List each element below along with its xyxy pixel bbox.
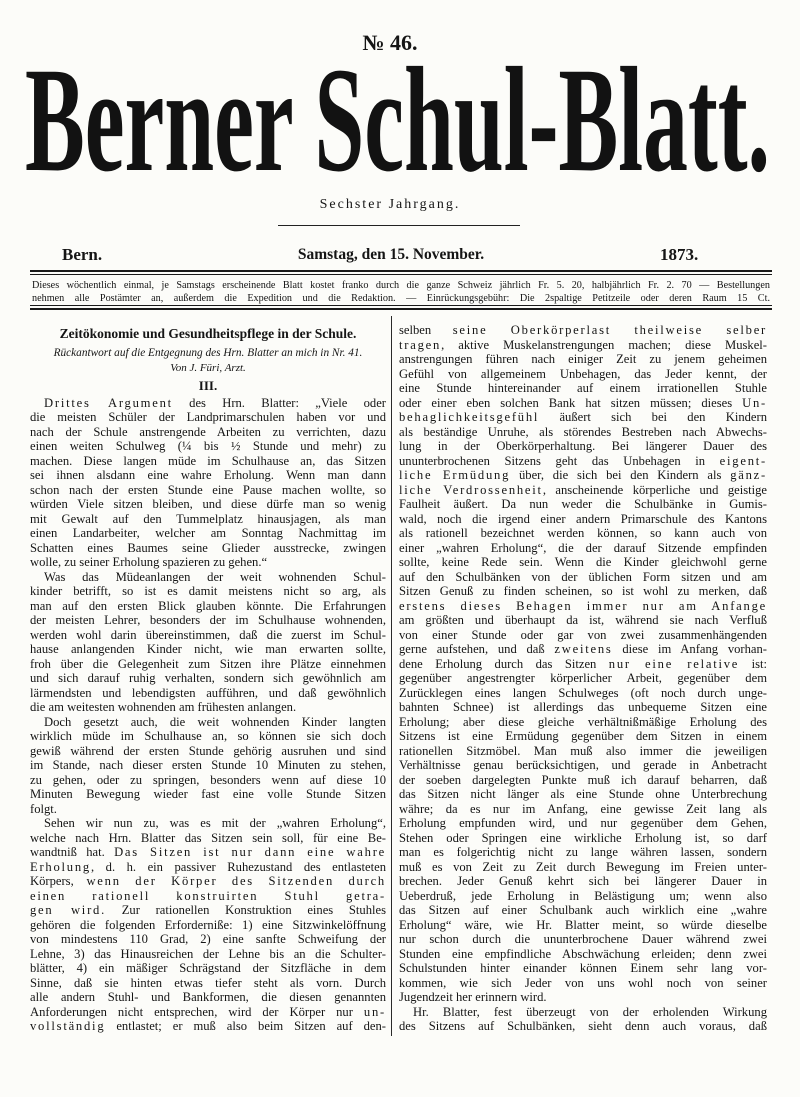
text-line: Stunden eine empfindliche Abschwächung erleiden; denn zwei <box>399 946 767 961</box>
text-line: der meisten Lehrer, besonders der im Schulhause wohnenden, <box>30 613 386 627</box>
short-rule <box>278 225 520 226</box>
emphasized-text: gen wird. <box>30 903 106 917</box>
text-line: als beständige Unruhe, als störendes Bestreben nach Abwechs- <box>399 424 767 439</box>
article-paragraph <box>399 323 767 1005</box>
text-line: wolle, zu seiner Erholung spazieren zu gehen.“ <box>30 555 268 569</box>
text-line: Schulstunden hinter einander können Einem sehr lang vor- <box>399 961 767 975</box>
text-line: machen. Diese langen müde im Schulhause an, das Sitzen <box>30 453 386 468</box>
text-line: nach der Schule anstrengende Arbeiten zu verrichten, dazu <box>30 424 386 439</box>
emphasized-text: Erholung <box>30 859 91 874</box>
volume-label: Sechster Jahrgang. <box>319 197 461 212</box>
text-line: lärmendsten und lebendigsten aufführen, und daß gewöhnlich <box>30 685 386 700</box>
text-line: wandtniß hat. Das Sitzen ist nur dann eine wahre <box>30 845 386 859</box>
text-line: das Sitzen auf einer Schulbank auch wirklich eine „wahre <box>399 903 767 917</box>
article-paragraph <box>30 715 386 817</box>
text-line: zu gehen, oder zu springen, besonders wenn auf diese 10 <box>30 772 386 787</box>
text-line: kinder betrifft, so ist es damit meistens nicht so arg, als <box>30 584 386 598</box>
header-rule-top-thin <box>30 274 772 275</box>
text-line: Schatten eines Baumes seine Glieder ausstrecke, zwingen <box>30 540 386 555</box>
text-line: vollständig entlastet; er muß also beim Sitzen auf den- <box>30 1019 386 1033</box>
text-line: sollte, keine Rede sein. Wenn die Kinder gleichwohl gerne <box>399 555 767 569</box>
emphasized-text: behaglichkeitsgefühl <box>399 410 540 424</box>
emphasized-text: Un- <box>742 395 767 410</box>
text-line: Erholung, d. h. ein passiver Ruhezustand des entlasteten <box>30 859 386 874</box>
article-paragraph <box>399 1005 767 1034</box>
text-line: Verhältnisse genau berücksichtigen, und gerade in Anbetracht <box>399 758 767 772</box>
text-line: Körpers, wenn der Körper des Sitzenden durch <box>30 874 386 888</box>
dateline-year: 1873. <box>660 245 699 264</box>
left-column <box>30 323 386 1038</box>
text-line: bahnten Schnee) ist allerdings das unbequeme Sitzen eine <box>399 700 767 714</box>
text-line: gerne aufstehen, und daß zweitens diese im Anfang vorhan- <box>399 642 767 656</box>
text-line: hause anlangenden Kinder nicht, wie man erwarten sollte, <box>30 642 386 656</box>
text-line: und sich darauf ruhig verhalten, sondern sich gewöhnlich am <box>30 671 386 685</box>
emphasized-text: vollständig <box>30 1019 106 1033</box>
text-line: des Sitzens auf Schulbänken, sieht denn auch voraus, daß <box>399 1019 767 1033</box>
text-line: Erholung empfunden wird, und nur gegenüber dem Gehen, <box>399 816 767 830</box>
text-line: mit Gewalt auf den Tummelplatz hinausjagen, als man <box>30 511 386 526</box>
text-line: am größten und überhaupt da ist, während sie nach Verfluß <box>399 613 767 627</box>
text-line: liche Ermüdung über, die sich bei den Kindern als gänz- <box>399 468 767 482</box>
text-line: man es folgerichtig nicht zu lange währen lassen, sondern <box>399 845 767 859</box>
text-line: Gefühl von allgemeinem Unbehagen, das Jeder kennt, der <box>399 366 767 381</box>
article-paragraph <box>30 570 386 715</box>
emphasized-text: Das Sitzen ist nur dann eine wahre <box>114 845 386 859</box>
issue-number: № 46. <box>362 30 418 55</box>
text-line: welche nach Hrn. Blatter das Sitzen sein soll, für eine Be- <box>30 830 386 845</box>
article-section-number: III. <box>198 378 218 393</box>
text-line: Sehen wir nun zu, was es mit der „wahren Erholung“, <box>44 816 386 830</box>
text-line: wirklich müde im Schulhause an, so können sie sich doch <box>30 729 386 743</box>
dateline <box>0 244 800 266</box>
emphasized-text: eigent- <box>719 453 767 468</box>
text-line: als rationell bezeichnet werden können, so kann auch von <box>399 526 767 540</box>
text-line: anstrengungen führen nach einiger Zeit zu jenem geheimen <box>399 352 767 366</box>
text-line: von einer Stunde oder gar von zwei zusammenhängenden <box>399 627 767 642</box>
text-line: sei ihnen alsdann eine wahre Erholung. Wenn man dann <box>30 468 386 482</box>
left-column-text <box>30 396 386 1034</box>
text-line: oder einer eben solchen Bank hat sitzen müssen; dieses Un- <box>399 395 767 410</box>
text-line: muß es von Zeit zu Zeit durch Bewegung im Freien unter- <box>399 859 767 874</box>
emphasized-text: nur eine relative <box>608 656 740 671</box>
text-line: die am weitesten wohnenden am frühesten anlangen. <box>30 700 297 714</box>
text-line: einen weiten Schulweg (¼ bis ½ Stunde und mehr) zu <box>30 439 386 453</box>
header-rule-bottom <box>30 308 772 310</box>
text-line: Stehen oder Springen eine wirkliche Erholung ist, so darf <box>399 830 767 845</box>
article-author: Von J. Füri, Arzt. <box>170 362 246 374</box>
header-rule-bottom-thin <box>30 305 772 306</box>
emphasized-text: Drittes Argument <box>44 395 173 410</box>
emphasized-text: un- <box>363 1004 386 1019</box>
text-line: froh über die Gelegenheit zum Sitzen ihre Plätze einnehmen <box>30 656 386 671</box>
text-line: Anforderungen nicht entsprechen, wird der Körper nur un- <box>30 1004 386 1019</box>
text-line: im Stande, nach dieser ersten Stunde 10 Minuten zu stehen, <box>30 758 386 772</box>
text-line: gewiß während der ersten Stunde gehörig ausruhen und sind <box>30 743 386 758</box>
text-line: nur schon durch die ununterbrochene Dauer während zwei <box>399 932 767 946</box>
emphasized-text: liche Verdrossenheit <box>399 482 543 497</box>
column-divider <box>391 316 392 1036</box>
masthead <box>0 60 800 195</box>
text-line: gehören die folgenden Erforderniße: 1) eine Sitzwinkelöffnung <box>30 917 386 932</box>
text-line: auf den Schulbänken von der üblichen Form sitzen und am <box>399 569 767 584</box>
article-paragraph <box>30 396 386 570</box>
text-line: liche Verdrossenheit, anscheinende körperliche und geistige <box>399 482 767 497</box>
text-line: behaglichkeitsgefühl äußert sich bei den Kindern <box>399 410 767 424</box>
emphasized-text: einen rationell konstruirten Stuhl getra- <box>30 888 386 903</box>
text-line: lung in der Oberkörperhaltung. Bei längerer Dauer des <box>399 439 767 453</box>
text-line: werden wohl darin übereinstimmen, daß die zuerst im Schul- <box>30 627 386 642</box>
text-line: die meisten Schüler der Landprimarschulen haben vor und <box>30 410 386 424</box>
text-line: Doch gesetzt auch, die weit wohnenden Kinder langten <box>44 714 386 729</box>
article-subtitle: Rückantwort auf die Entgegnung des Hrn. Blatter an mich in Nr. 41. <box>53 347 363 359</box>
emphasized-text: seine Oberkörperlast theilweise selber <box>452 323 767 337</box>
emphasized-text: liche Ermüdung <box>399 468 511 482</box>
text-line: Sinne, daß sie hinten etwas tiefer steht als vorn. Durch <box>30 975 386 990</box>
text-line: Ueberdruß, jede Erholung in Belästigung um; wenn also <box>399 888 767 903</box>
text-line: alle andern Stuhl- und Bankformen, die diesen genannten <box>30 990 386 1004</box>
text-line: Lehne, 3) das Hinausreichen der Lehne bis an die Schulter- <box>30 946 386 961</box>
right-column-text <box>399 323 767 1034</box>
text-line: Zurücklegen eines langen Schulweges (oft noch durch unge- <box>399 685 767 700</box>
text-line: wald, noch die irgend einer andern Primarschule des Kantons <box>399 511 767 526</box>
text-line: gen wird. Zur rationellen Konstruktion eines Stuhles <box>30 903 386 917</box>
text-line: kommen, wie sich Jeder von uns wohl noch von seiner <box>399 975 767 990</box>
text-line: das Sitzen nicht länger als eine Stunde ohne Unterbrechung <box>399 787 767 801</box>
text-line: von mindestens 110 Grad, 2) eine sanfte Schweifung der <box>30 932 386 946</box>
text-line: einer „wahren Erholung“, die der darauf Sitzende empfinden <box>399 540 767 555</box>
text-line: blätter, 4) ein mäßiger Schrägstand der Sitzfläche in dem <box>30 961 386 975</box>
text-line: selben seine Oberkörperlast theilweise selber <box>399 323 767 337</box>
text-line: tragen, aktive Muskelanstrengungen machen; diese Muskel- <box>399 337 767 352</box>
emphasized-text: gänz- <box>730 468 767 482</box>
text-line: einen Landarbeiter, welcher am Sonntag Nachmittag im <box>30 526 386 540</box>
text-line: dene Erholung durch das Sitzen nur eine relative ist: <box>399 656 767 671</box>
subscription-notice-line: nehmen alle Postämter an, außerdem die Expedition und die Redaktion. — Einrückungsgebühr: Die 2spaltige Petitzeile oder deren Raum 15 Ct. <box>32 293 770 304</box>
text-line: Hr. Blatter, fest überzeugt von der erholenden Wirkung <box>413 1004 767 1019</box>
emphasized-text: tragen <box>399 337 442 352</box>
header-rule-top <box>30 270 772 272</box>
emphasized-text: zweitens <box>554 642 613 656</box>
text-line: eine Stunde hintereinander auf einem irrationellen Stuhle <box>399 381 767 395</box>
text-line <box>399 599 767 614</box>
text-line: schon nach der ersten Stunde eine Pause machen wollte, so <box>30 482 386 497</box>
emphasized-text: erstens dieses Behagen immer nur am Anfange <box>399 598 767 613</box>
text-line: Was das Müdeanlangen der weit wohnenden Schul- <box>44 569 386 584</box>
dateline-date: Samstag, den 15. November. <box>297 246 485 263</box>
text-line: würden Viele sitzen bleiben, und diese dürfe man so wenig <box>30 497 386 511</box>
right-column <box>399 323 767 1038</box>
text-line: Minuten Bewegung wieder fast eine volle Stunde Sitzen <box>30 787 386 801</box>
text-line: Erholung“ wäre, wie Hr. Blatter meint, so würde dieselbe <box>399 917 767 932</box>
text-line <box>30 889 386 904</box>
text-line: ununterbrochenen Sitzens geht das Unbehagen in eigent- <box>399 453 767 468</box>
article-paragraph <box>30 816 386 1034</box>
text-line: währe; da es nur im Anfang, eine gewisse Zeit lang als <box>399 801 767 816</box>
text-line: rationellen Sitzmöbel. Man muß also immer die jeweiligen <box>399 743 767 758</box>
article-title: Zeitökonomie und Gesundheitspflege in der Schule. <box>59 326 357 341</box>
text-line: Faulheit äußert. Da nun weder die Schulbänke in Gumis- <box>399 497 767 511</box>
subscription-notice-line: Dieses wöchentlich einmal, je Samstags erscheinende Blatt kostet franko durch die ganze Schweiz jährlich Fr. 5. 20, halbjährlich Fr. 2. 70 — Bestellungen <box>32 280 770 291</box>
text-line: der soeben dargelegten Punkte muß ich darauf beharren, daß <box>399 772 767 787</box>
text-line: gegenüber angestrengter körperlicher Arbeit, gegenüber dem <box>399 671 767 685</box>
masthead-title: Berner Schul-Blatt. <box>25 60 770 195</box>
text-line: folgt. <box>30 801 57 816</box>
text-line: Drittes Argument des Hrn. Blatter: „Viele oder <box>44 395 386 410</box>
text-line: brechen. Jeder Genuß kehrt sich bei längerer Dauer in <box>399 874 767 888</box>
text-line: Jugendzeit her erinnern wird. <box>399 990 547 1004</box>
dateline-place: Bern. <box>62 245 103 264</box>
text-line: Sitzen Genuß zu finden scheinen, so ist wohl zu merken, daß <box>399 584 767 598</box>
text-line: Erholung; aber diese gleiche verhältnißmäßige Erholung des <box>399 714 767 729</box>
text-line: Sitzens ist eine Ermüdung gegenüber dem Sitzen in einem <box>399 729 767 743</box>
text-line: man auf den ersten Blick glauben könnte. Die Erfahrungen <box>30 598 386 613</box>
emphasized-text: wenn der Körper des Sitzenden durch <box>86 874 386 888</box>
